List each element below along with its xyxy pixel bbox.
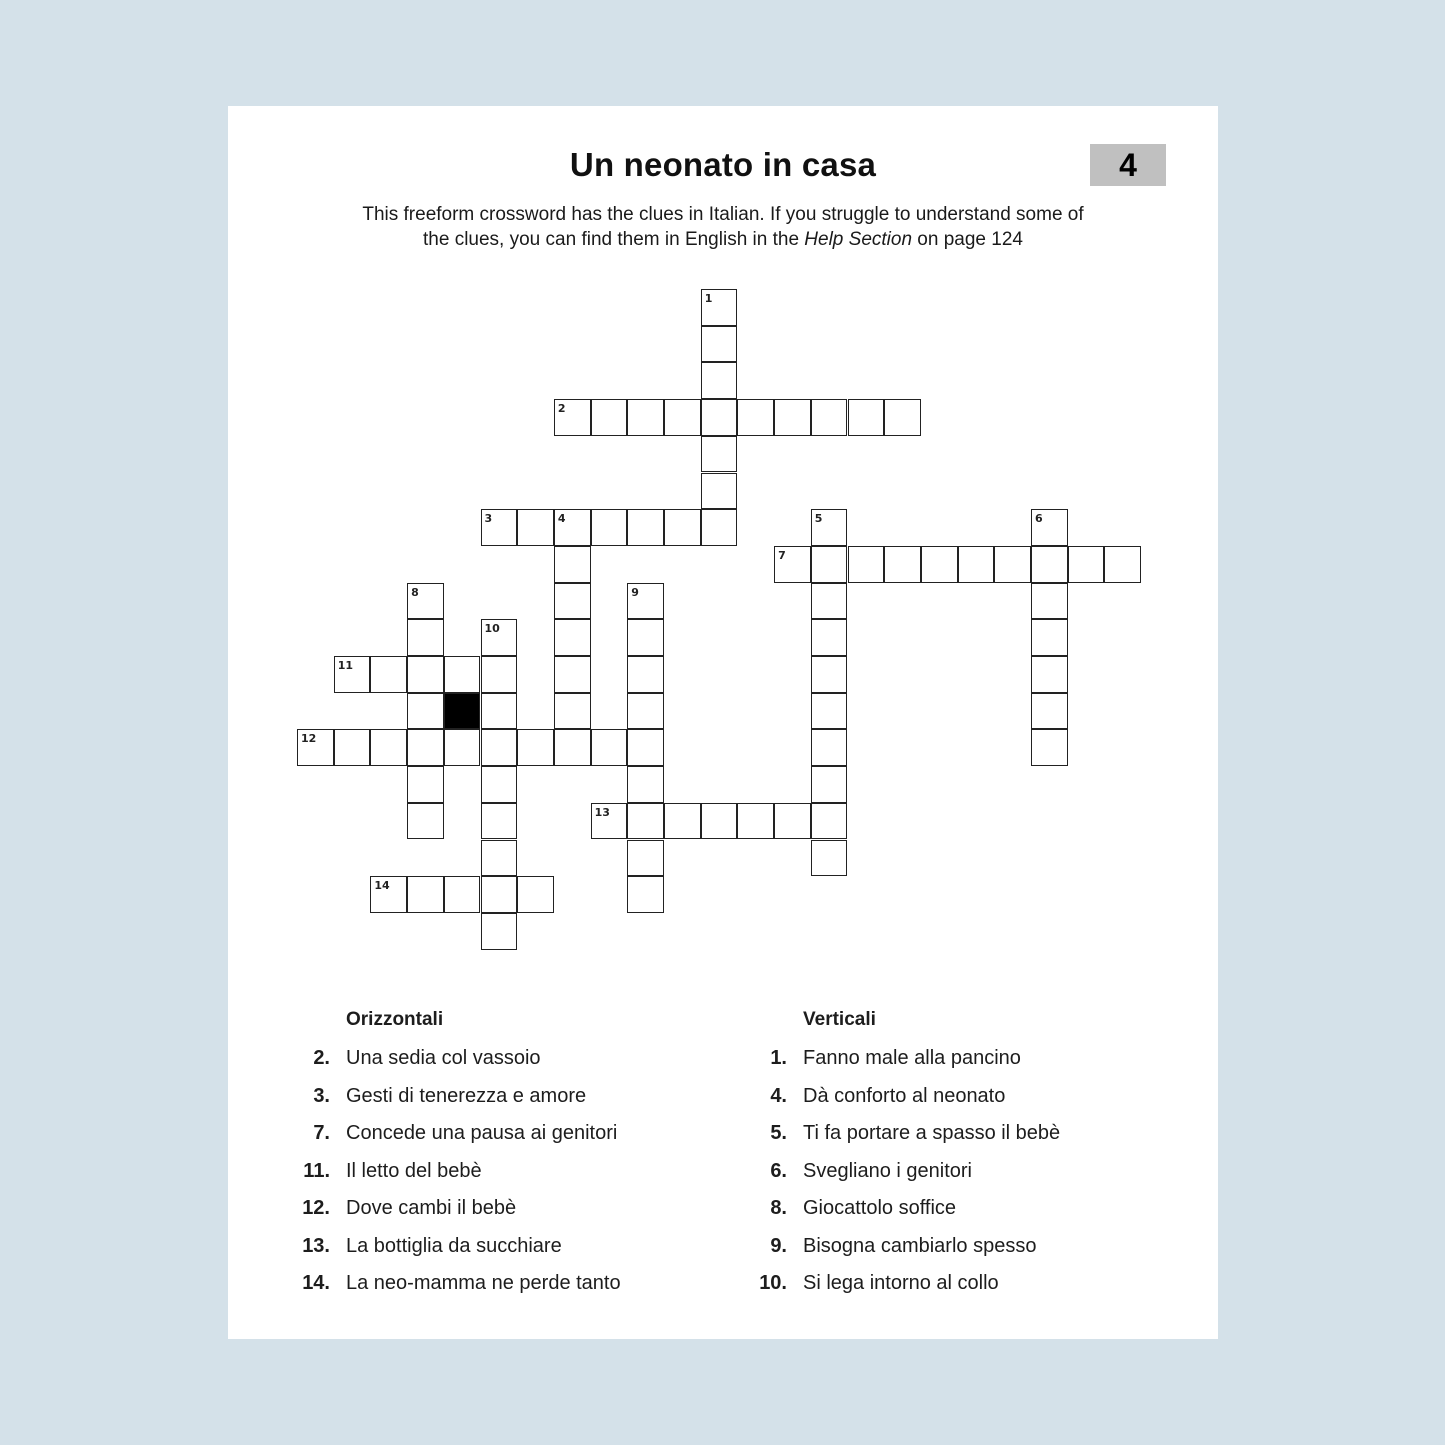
clue-number: 11. xyxy=(303,1159,330,1182)
grid-cell[interactable] xyxy=(701,436,738,473)
clue-number-label: 2 xyxy=(557,402,566,416)
grid-cell[interactable] xyxy=(554,546,591,583)
grid-cell[interactable] xyxy=(1031,693,1068,730)
clue-text: La neo-mamma ne perde tanto xyxy=(346,1272,621,1294)
grid-cell[interactable] xyxy=(1031,546,1068,583)
grid-cell[interactable] xyxy=(627,693,664,730)
grid-cell[interactable] xyxy=(848,546,885,583)
grid-cell[interactable] xyxy=(701,362,738,399)
grid-cell[interactable] xyxy=(1068,546,1105,583)
grid-cell[interactable] xyxy=(811,583,848,620)
grid-cell[interactable] xyxy=(774,803,811,840)
clue-number: 10. xyxy=(759,1272,787,1294)
clue-number-label: 3 xyxy=(484,512,493,526)
grid-cell[interactable] xyxy=(664,399,701,436)
clue-across xyxy=(288,1232,708,1270)
grid-cell[interactable] xyxy=(811,693,848,730)
clue-number: 3. xyxy=(313,1084,330,1107)
grid-cell[interactable] xyxy=(994,546,1031,583)
clue-text: Dà conforto al neonato xyxy=(803,1084,1006,1107)
clue-down xyxy=(745,1082,1165,1120)
grid-cell[interactable] xyxy=(811,656,848,693)
clue-number-label: 8 xyxy=(411,585,419,599)
grid-cell[interactable] xyxy=(627,619,664,656)
clue-across xyxy=(288,1157,708,1195)
grid-cell[interactable] xyxy=(701,326,738,363)
grid-cell[interactable] xyxy=(481,840,518,877)
grid-cell[interactable] xyxy=(737,399,774,436)
clue-text: Ti fa portare a spasso il bebè xyxy=(803,1122,1061,1144)
grid-cell[interactable] xyxy=(554,729,591,766)
down-clues xyxy=(745,1006,1165,1307)
grid-cell[interactable] xyxy=(811,766,848,803)
clue-text: Giocattolo soffice xyxy=(803,1197,957,1219)
grid-cell[interactable] xyxy=(554,583,591,620)
grid-cell[interactable] xyxy=(554,509,591,546)
grid-cell[interactable] xyxy=(554,656,591,693)
grid-cell[interactable] xyxy=(591,803,628,840)
crossword-grid xyxy=(297,289,1147,959)
grid-cell[interactable] xyxy=(737,803,774,840)
grid-cell[interactable] xyxy=(1031,619,1068,656)
grid-cell[interactable] xyxy=(811,619,848,656)
grid-cell[interactable] xyxy=(701,803,738,840)
grid-cell[interactable] xyxy=(958,546,995,583)
grid-cell[interactable] xyxy=(627,840,664,877)
grid-cell[interactable] xyxy=(701,509,738,546)
grid-cell[interactable] xyxy=(370,656,407,693)
clue-text: Fanno male alla pancino xyxy=(803,1047,1021,1069)
clue-across xyxy=(288,1119,708,1157)
grid-cell[interactable] xyxy=(627,399,664,436)
grid-cell[interactable] xyxy=(554,693,591,730)
grid-cell[interactable] xyxy=(811,803,848,840)
grid-cell[interactable] xyxy=(481,509,518,546)
clue-number: 8. xyxy=(770,1197,787,1219)
clue-number-label: 14 xyxy=(374,879,390,893)
clue-number: 9. xyxy=(770,1234,787,1257)
intro-line-2-pre: the clues, you can find them in English in the xyxy=(423,229,805,250)
help-section-ref: Help Section xyxy=(804,229,913,250)
grid-cell[interactable] xyxy=(884,399,921,436)
grid-cell[interactable] xyxy=(481,619,518,656)
clue-number-label: 1 xyxy=(704,292,713,305)
grid-cell[interactable] xyxy=(554,619,591,656)
grid-cell[interactable] xyxy=(554,399,591,436)
grid-cell[interactable] xyxy=(627,656,664,693)
grid-cell[interactable] xyxy=(297,729,334,766)
intro-line-2 xyxy=(228,227,1218,252)
grid-cell[interactable] xyxy=(370,729,407,766)
clue-text: Gesti di tenerezza e amore xyxy=(346,1084,587,1107)
clue-number-label: 4 xyxy=(557,512,566,526)
grid-cell[interactable] xyxy=(848,399,885,436)
page-title: Un neonato in casa xyxy=(569,146,877,183)
clue-number-label: 9 xyxy=(631,585,639,599)
clue-number-label: 7 xyxy=(778,548,786,562)
clue-number: 2. xyxy=(313,1047,330,1069)
grid-cell[interactable] xyxy=(444,656,481,693)
grid-cell[interactable] xyxy=(921,546,958,583)
grid-cell[interactable] xyxy=(664,509,701,546)
grid-cell[interactable] xyxy=(370,876,407,913)
grid-cell[interactable] xyxy=(1104,546,1141,583)
grid-cell[interactable] xyxy=(701,289,738,326)
clue-down xyxy=(745,1044,1165,1082)
clue-number: 13. xyxy=(302,1234,330,1257)
grid-cell[interactable] xyxy=(627,509,664,546)
intro-line-2-post: on page 124 xyxy=(912,229,1023,250)
grid-cell[interactable] xyxy=(591,729,628,766)
puzzle-number-badge: 4 xyxy=(1090,144,1166,186)
clue-number: 14. xyxy=(302,1272,330,1294)
clue-number: 7. xyxy=(313,1122,330,1144)
grid-cell[interactable] xyxy=(1031,729,1068,766)
clue-number-label: 12 xyxy=(301,732,317,746)
grid-cell[interactable] xyxy=(481,803,518,840)
grid-cell[interactable] xyxy=(701,473,738,510)
clue-number-label: 11 xyxy=(337,659,353,672)
grid-cell[interactable] xyxy=(591,509,628,546)
grid-cell[interactable] xyxy=(627,766,664,803)
clue-text: Dove cambi il bebè xyxy=(346,1197,517,1219)
clue-text: Concede una pausa ai genitori xyxy=(346,1122,618,1144)
grid-cell[interactable] xyxy=(627,876,664,913)
grid-cell[interactable] xyxy=(1031,583,1068,620)
clue-text: Svegliano i genitori xyxy=(803,1159,972,1182)
black-cell xyxy=(444,693,481,730)
clue-across xyxy=(288,1044,708,1082)
grid-cell[interactable] xyxy=(334,656,371,693)
clue-number: 4. xyxy=(770,1084,787,1107)
grid-cell[interactable] xyxy=(407,729,444,766)
grid-cell[interactable] xyxy=(627,583,664,620)
clue-across xyxy=(288,1194,708,1232)
clue-text: Bisogna cambiarlo spesso xyxy=(803,1234,1037,1257)
grid-cell[interactable] xyxy=(407,583,444,620)
grid-cell[interactable] xyxy=(1031,509,1068,546)
grid-cell[interactable] xyxy=(481,876,518,913)
grid-cell[interactable] xyxy=(517,876,554,913)
clue-number-label: 13 xyxy=(594,805,610,819)
intro-line-1: This freeform crossword has the clues in Italian. If you struggle to understand some of xyxy=(362,204,1084,225)
grid-cell[interactable] xyxy=(811,840,848,877)
clue-number: 12. xyxy=(302,1197,330,1219)
grid-cell[interactable] xyxy=(517,729,554,766)
clue-number: 6. xyxy=(770,1159,787,1182)
grid-cell[interactable] xyxy=(407,803,444,840)
down-heading: Verticali xyxy=(803,1009,876,1030)
grid-cell[interactable] xyxy=(481,766,518,803)
grid-cell[interactable] xyxy=(444,876,481,913)
puzzle-page xyxy=(228,106,1218,1339)
clue-text: Si lega intorno al collo xyxy=(803,1272,999,1294)
clue-down xyxy=(745,1119,1165,1157)
clue-number-label: 6 xyxy=(1035,512,1043,526)
grid-cell[interactable] xyxy=(811,546,848,583)
grid-cell[interactable] xyxy=(811,509,848,546)
clue-text: Una sedia col vassoio xyxy=(346,1047,541,1069)
clue-number: 1. xyxy=(770,1047,787,1069)
clue-text: Il letto del bebè xyxy=(346,1159,482,1182)
grid-cell[interactable] xyxy=(334,729,371,766)
clue-down xyxy=(745,1232,1165,1270)
grid-cell[interactable] xyxy=(627,729,664,766)
grid-cell[interactable] xyxy=(407,876,444,913)
across-heading: Orizzontali xyxy=(346,1009,444,1030)
grid-cell[interactable] xyxy=(407,693,444,730)
grid-cell[interactable] xyxy=(481,913,518,950)
clue-down xyxy=(745,1194,1165,1232)
grid-cell[interactable] xyxy=(481,656,518,693)
grid-cell[interactable] xyxy=(774,546,811,583)
intro-text xyxy=(228,202,1218,252)
grid-cell[interactable] xyxy=(407,656,444,693)
grid-cell[interactable] xyxy=(481,729,518,766)
grid-cell[interactable] xyxy=(407,766,444,803)
grid-cell[interactable] xyxy=(627,803,664,840)
clue-across xyxy=(288,1269,708,1307)
grid-cell[interactable] xyxy=(1031,656,1068,693)
grid-cell[interactable] xyxy=(444,729,481,766)
grid-cell[interactable] xyxy=(774,399,811,436)
clue-number-label: 10 xyxy=(484,622,500,636)
grid-cell[interactable] xyxy=(481,693,518,730)
clue-number-label: 5 xyxy=(814,512,823,526)
grid-cell[interactable] xyxy=(701,399,738,436)
grid-cell[interactable] xyxy=(664,803,701,840)
clue-across xyxy=(288,1082,708,1120)
clue-text: La bottiglia da succhiare xyxy=(346,1234,562,1257)
grid-cell[interactable] xyxy=(811,399,848,436)
grid-cell[interactable] xyxy=(517,509,554,546)
grid-cell[interactable] xyxy=(407,619,444,656)
grid-cell[interactable] xyxy=(884,546,921,583)
across-clues xyxy=(288,1006,708,1307)
clue-down xyxy=(745,1157,1165,1195)
grid-cell[interactable] xyxy=(591,399,628,436)
grid-cell[interactable] xyxy=(811,729,848,766)
clue-number: 5. xyxy=(770,1122,787,1144)
clue-down xyxy=(745,1269,1165,1307)
